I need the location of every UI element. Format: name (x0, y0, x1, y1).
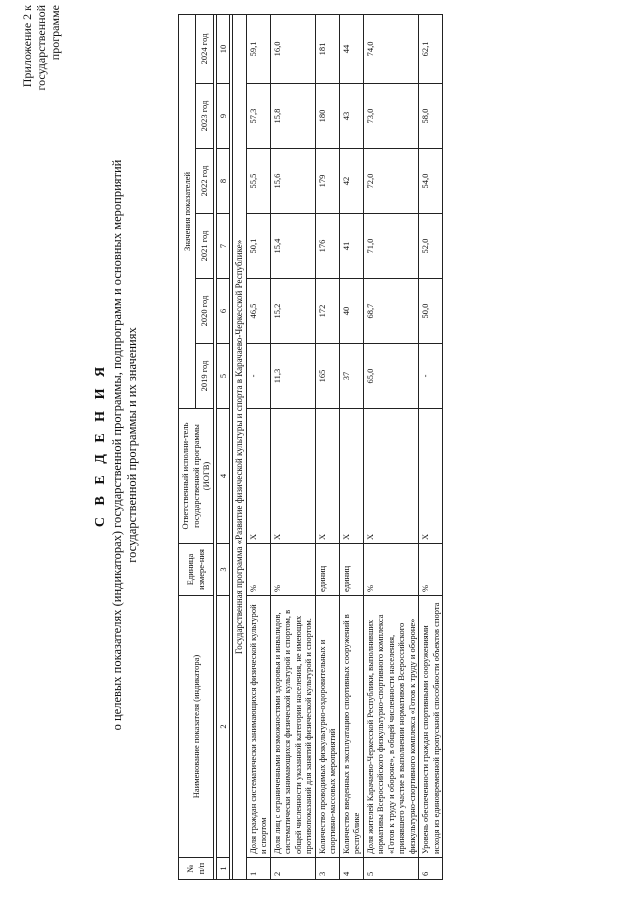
indicator-name: Количество проводимых физкультурно-оздоровительных и спортивно-массовых мероприятий (315, 596, 339, 858)
header-num: № п/п (179, 858, 214, 880)
value-cell: 74,0 (363, 14, 419, 83)
value-cell: 15,4 (270, 214, 315, 279)
indicator-unit: единиц (315, 544, 339, 596)
value-cell: 72,0 (363, 149, 419, 214)
table-row (339, 14, 363, 879)
indicator-unit: % (270, 544, 315, 596)
indicator-responsible: Х (270, 409, 315, 544)
indicator-name: Доля жителей Карачаево-Черкесской Республики, выполнивших нормативы Всероссийского физкультурно-спортивного комплекса «Готов к труду и обороне», в общей численности населения, принявшего участие в выполнении нормативов Всероссийского физкультурно-спортивного комплекса «Готов к труду и обороне» (363, 596, 419, 858)
row-number: 5 (363, 858, 419, 880)
table-row (363, 14, 419, 879)
value-cell: 44 (339, 14, 363, 83)
column-number-row (216, 14, 230, 879)
header-year: 2020 год (196, 279, 213, 344)
indicator-responsible: Х (246, 409, 270, 544)
indicators-table (178, 14, 443, 880)
column-number: 3 (216, 544, 230, 596)
document-subtitle-line-1: о целевых показателях (индикаторах) государственной программы, подпрограмм и основных мероприятий (110, 159, 124, 731)
value-cell: 176 (315, 214, 339, 279)
column-number: 5 (216, 344, 230, 409)
value-cell: 65,0 (363, 344, 419, 409)
row-number: 2 (270, 858, 315, 880)
document-subtitle-line-2: государственной программы и их значениях (125, 327, 139, 563)
value-cell: 58,0 (419, 84, 443, 149)
header-year: 2019 год (196, 344, 213, 409)
value-cell: 52,0 (419, 214, 443, 279)
appendix-note (20, 5, 62, 135)
value-cell: - (419, 344, 443, 409)
row-number: 4 (339, 858, 363, 880)
value-cell: 50,0 (419, 279, 443, 344)
row-number: 6 (419, 858, 443, 880)
indicator-name: Количество введенных в эксплуатацию спортивных сооружений в республике (339, 596, 363, 858)
value-cell: 41 (339, 214, 363, 279)
document-heading (92, 45, 140, 845)
indicator-responsible: Х (339, 409, 363, 544)
value-cell: 59,1 (246, 14, 270, 83)
value-cell: 73,0 (363, 84, 419, 149)
value-cell: 46,5 (246, 279, 270, 344)
column-number: 1 (216, 858, 230, 880)
indicator-name: Доля граждан систематически занимающихся физической культурой и спортом (246, 596, 270, 858)
column-number: 7 (216, 214, 230, 279)
section-title: Государственная программа «Развитие физической культуры и спорта в Карачаево-Черкесской Республике» (233, 14, 247, 879)
value-cell: 15,6 (270, 149, 315, 214)
header-name: Наименование показателя (индикатора) (179, 596, 214, 858)
column-number: 8 (216, 149, 230, 214)
table-row (246, 14, 270, 879)
value-cell: 179 (315, 149, 339, 214)
header-year: 2024 год (196, 14, 213, 83)
value-cell: 181 (315, 14, 339, 83)
indicator-name: Доля лиц с ограниченными возможностями здоровья и инвалидов, систематически занимающихся физической культурой и спортом, в общей численности указанной категории населения, не имеющих противопоказаний для занятий физической культурой и спортом. (270, 596, 315, 858)
indicator-unit: % (419, 544, 443, 596)
table-row (315, 14, 339, 879)
column-number: 4 (216, 409, 230, 544)
row-number: 3 (315, 858, 339, 880)
header-unit: Единица измере-ния (179, 544, 214, 596)
header-values: Значения показателей (179, 14, 196, 408)
value-cell: 15,8 (270, 84, 315, 149)
value-cell: 16,0 (270, 14, 315, 83)
column-number: 6 (216, 279, 230, 344)
indicator-unit: % (363, 544, 419, 596)
value-cell: 62,1 (419, 14, 443, 83)
table-row (270, 14, 315, 879)
appendix-line-2: государственной программе (34, 5, 62, 91)
value-cell: 57,3 (246, 84, 270, 149)
indicator-responsible: Х (419, 409, 443, 544)
column-number: 2 (216, 596, 230, 858)
column-number: 10 (216, 14, 230, 83)
value-cell: 165 (315, 344, 339, 409)
value-cell: - (246, 344, 270, 409)
value-cell: 55,5 (246, 149, 270, 214)
indicator-responsible: Х (363, 409, 419, 544)
value-cell: 50,1 (246, 214, 270, 279)
value-cell: 43 (339, 84, 363, 149)
indicator-unit: % (246, 544, 270, 596)
document-title: С В Е Д Е Н И Я (93, 362, 108, 528)
indicator-unit: единиц (339, 544, 363, 596)
value-cell: 40 (339, 279, 363, 344)
value-cell: 37 (339, 344, 363, 409)
header-year: 2022 год (196, 149, 213, 214)
appendix-line-1: Приложение 2 к (20, 5, 34, 88)
header-responsible: Ответственный исполни-тель государственной программы (ИОГВ) (179, 409, 214, 544)
value-cell: 42 (339, 149, 363, 214)
value-cell: 54,0 (419, 149, 443, 214)
indicator-responsible: Х (315, 409, 339, 544)
header-year: 2023 год (196, 84, 213, 149)
value-cell: 71,0 (363, 214, 419, 279)
value-cell: 68,7 (363, 279, 419, 344)
indicator-name: Уровень обеспеченности граждан спортивными сооружениями исходя из единовременной пропускной способности объектов спорта (419, 596, 443, 858)
row-number: 1 (246, 858, 270, 880)
value-cell: 172 (315, 279, 339, 344)
value-cell: 11,3 (270, 344, 315, 409)
value-cell: 15,2 (270, 279, 315, 344)
header-year: 2021 год (196, 214, 213, 279)
table-row (419, 14, 443, 879)
value-cell: 180 (315, 84, 339, 149)
column-number: 9 (216, 84, 230, 149)
